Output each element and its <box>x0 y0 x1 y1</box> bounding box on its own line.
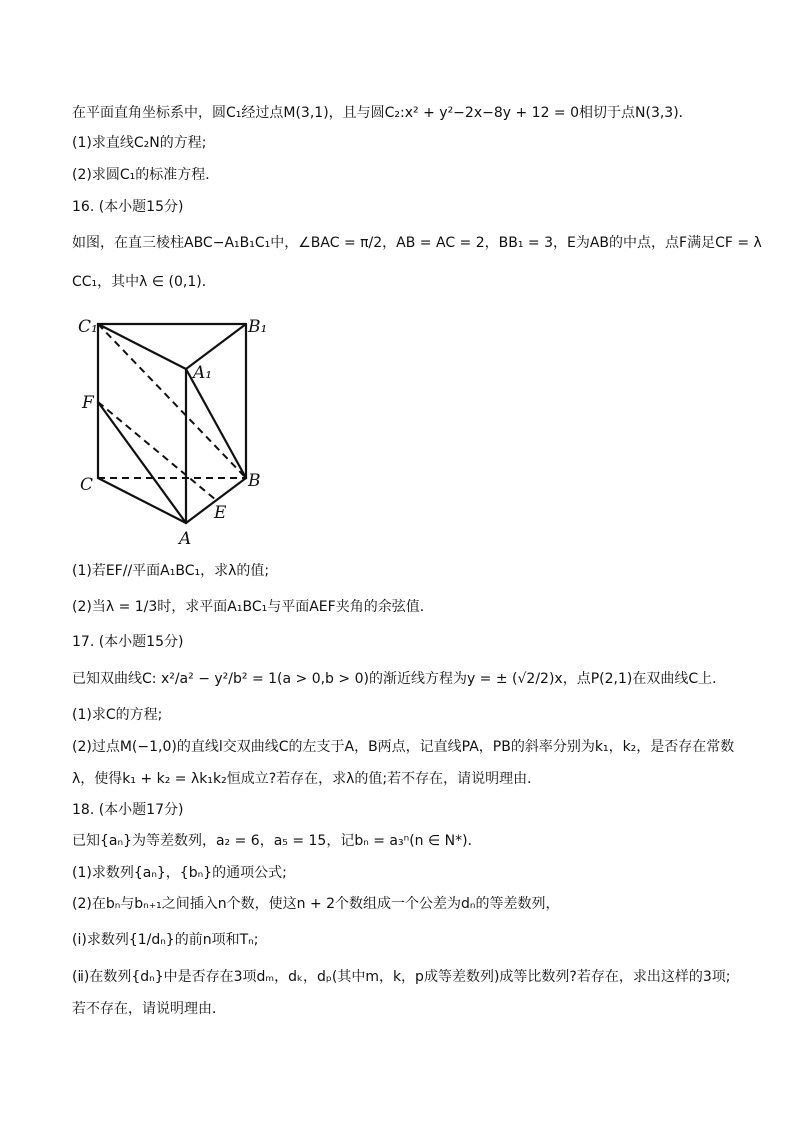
label-e: E <box>214 503 227 523</box>
p16-q1: (1)若EF//平面A₁BC₁，求λ的值; <box>72 563 270 579</box>
p17-stem: 已知双曲线C: x²/a² − y²/b² = 1(a > 0,b > 0)的渐近线方程为y = ± (√2/2)x，点P(2,1)在双曲线C上． <box>72 671 727 687</box>
p16-stem-1: 如图，在直三棱柱ABC−A₁B₁C₁中，∠BAC = π/2，AB = AC = 2，BB₁ = 3，E为AB的中点，点F满足CF = λ <box>72 235 762 251</box>
p17-q2-2: λ，使得k₁ + k₂ = λk₁k₂恒成立?若存在，求λ的值;若不存在，请说明理由． <box>72 771 542 787</box>
p15-stem: 在平面直角坐标系中，圆C₁经过点M(3,1)，且与圆C₂:x² + y²−2x−8y + 12 = 0相切于点N(3,3)． <box>72 105 693 121</box>
p17-q1: (1)求C的方程; <box>72 707 163 723</box>
label-b1: B₁ <box>248 317 268 337</box>
label-a1: A₁ <box>193 363 213 383</box>
prism-diagram <box>78 312 268 547</box>
label-b: B <box>248 471 261 491</box>
label-c: C <box>80 475 94 495</box>
p18-heading: 18. (本小题17分) <box>72 802 184 818</box>
label-c1: C₁ <box>78 317 98 337</box>
edge-c-a <box>98 478 186 523</box>
p16-q2: (2)当λ = 1/3时，求平面A₁BC₁与平面AEF夹角的余弦值． <box>72 599 434 615</box>
p17-q2-1: (2)过点M(−1,0)的直线l交双曲线C的左支于A，B两点，记直线PA，PB的斜率分别为k₁，k₂，是否存在常数 <box>72 739 735 755</box>
edge-c1-a1 <box>98 324 186 369</box>
label-a: A <box>179 529 192 547</box>
p18-stem: 已知{aₙ}为等差数列，a₂ = 6，a₅ = 15，记bₙ = a₃ⁿ(n ∈ N*)． <box>72 833 482 849</box>
p17-heading: 17. (本小题15分) <box>72 634 184 650</box>
label-f: F <box>82 393 94 413</box>
p18-q2-ii-2: 若不存在，请说明理由． <box>72 1001 226 1017</box>
p15-q1: (1)求直线C₂N的方程; <box>72 135 207 151</box>
dashed-c1-b <box>98 324 246 478</box>
dashed-f-e <box>98 402 216 500</box>
prism-figure <box>78 312 268 547</box>
p16-stem-2: CC₁，其中λ ∈ (0,1)． <box>72 274 216 290</box>
p15-q2: (2)求圆C₁的标准方程． <box>72 167 220 183</box>
p18-q1: (1)求数列{aₙ}，{bₙ}的通项公式; <box>72 865 287 881</box>
edge-f-a <box>98 402 186 523</box>
p18-q2: (2)在bₙ与bₙ₊₁之间插入n个数，使这n + 2个数组成一个公差为dₙ的等差数列， <box>72 896 560 912</box>
p18-q2-i: (ⅰ)求数列{1/dₙ}的前n项和Tₙ; <box>72 932 259 948</box>
p18-q2-ii-1: (ⅱ)在数列{dₙ}中是否存在3项dₘ，dₖ，dₚ(其中m，k，p成等差数列)成等比数列?若存在，求出这样的3项; <box>72 969 731 985</box>
p16-heading: 16. (本小题15分) <box>72 199 184 215</box>
